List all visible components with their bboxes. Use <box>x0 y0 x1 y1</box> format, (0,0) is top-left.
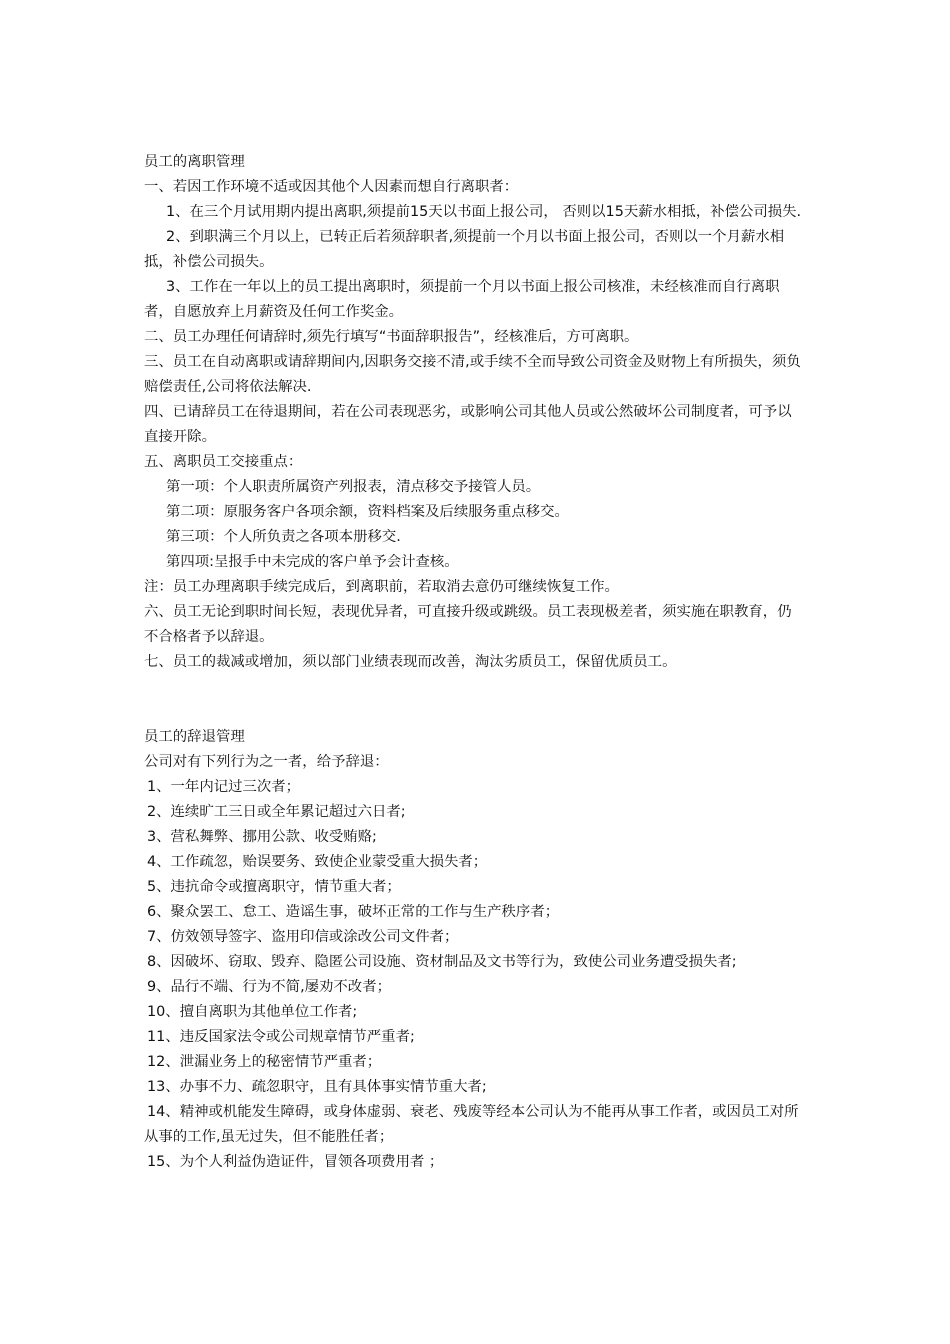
list-item: 3、营私舞弊、挪用公款、收受贿赂; <box>147 829 377 845</box>
paragraph: 三、员工在自动离职或请辞期间内,因职务交接不清,或手续不全而导致公司资金及财物上有所损失，须负赔偿责任,公司将依法解决. <box>144 354 801 395</box>
list-item: 13、办事不力、疏忽职守，且有具体事实情节重大者; <box>147 1079 487 1095</box>
paragraph: 七、员工的裁减或增加，须以部门业绩表现而改善，淘汰劣质员工，保留优质员工。 <box>144 654 677 670</box>
paragraph: 二、员工办理任何请辞时,须先行填写“书面辞职报告”，经核准后，方可离职。 <box>144 329 639 345</box>
section-title-dismissal: 员工的辞退管理 <box>144 729 245 745</box>
list-item: 1、一年内记过三次者； <box>147 779 301 795</box>
paragraph: 五、离职员工交接重点： <box>144 454 303 470</box>
paragraph: 第三项：个人所负责之各项本册移交. <box>166 529 401 545</box>
list-item: 15、为个人利益伪造证件，冒领各项费用者 ； <box>147 1154 444 1170</box>
section-gap <box>144 675 804 725</box>
paragraph: 第一项：个人职责所属资产列报表，清点移交予接管人员。 <box>166 479 541 495</box>
paragraph: 公司对有下列行为之一者，给予辞退： <box>144 754 389 770</box>
list-item: 5、违抗命令或擅离职守，情节重大者； <box>147 879 401 895</box>
paragraph: 一、若因工作环境不适或因其他个人因素而想自行离职者： <box>144 179 519 195</box>
list-item: 10、擅自离职为其他单位工作者; <box>147 1004 358 1020</box>
list-item: 8、因破坏、窃取、毁弃、隐匿公司设施、资材制品及文书等行为，致使公司业务遭受损失者; <box>147 954 737 970</box>
list-item: 11、违反国家法令或公司规章情节严重者; <box>147 1029 415 1045</box>
paragraph: 注：员工办理离职手续完成后，到离职前，若取消去意仍可继续恢复工作。 <box>144 579 619 595</box>
paragraph: 第四项:呈报手中未完成的客户单予会计查核。 <box>166 554 459 570</box>
paragraph: 1、在三个月试用期内提出离职,须提前15天以书面上报公司， 否则以15天薪水相抵，补偿公司损失. <box>166 204 802 220</box>
list-item: 7、仿效领导签字、盗用印信或涂改公司文件者； <box>147 929 459 945</box>
list-item: 2、连续旷工三日或全年累记超过六日者; <box>147 804 406 820</box>
paragraph: 六、员工无论到职时间长短，表现优异者，可直接升级或跳级。员工表现极差者，须实施在职教育，仍不合格者予以辞退。 <box>144 604 792 645</box>
paragraph: 3、工作在一年以上的员工提出离职时，须提前一个月以书面上报公司核准，未经核准而自行离职者，自愿放弃上月薪资及任何工作奖金。 <box>144 279 780 320</box>
list-item: 14、精神或机能发生障碍，或身体虚弱、衰老、残废等经本公司认为不能再从事工作者，或因员工对所从事的工作,虽无过失，但不能胜任者； <box>144 1104 799 1145</box>
section-title-resignation: 员工的离职管理 <box>144 154 245 170</box>
list-item: 4、工作疏忽，贻误要务、致使企业蒙受重大损失者； <box>147 854 488 870</box>
paragraph: 四、已请辞员工在待退期间，若在公司表现恶劣，或影响公司其他人员或公然破坏公司制度者，可予以直接开除。 <box>144 404 792 445</box>
list-item: 9、品行不端、行为不简,屡劝不改者； <box>147 979 391 995</box>
document-page <box>144 150 804 1175</box>
list-item: 6、聚众罢工、怠工、造谣生事，破坏正常的工作与生产秩序者； <box>147 904 560 920</box>
list-item: 12、泄漏业务上的秘密情节严重者； <box>147 1054 382 1070</box>
paragraph: 2、到职满三个月以上，已转正后若须辞职者,须提前一个月以书面上报公司，否则以一个月薪水相抵，补偿公司损失。 <box>144 229 785 270</box>
paragraph: 第二项：原服务客户各项余额，资料档案及后续服务重点移交。 <box>166 504 569 520</box>
